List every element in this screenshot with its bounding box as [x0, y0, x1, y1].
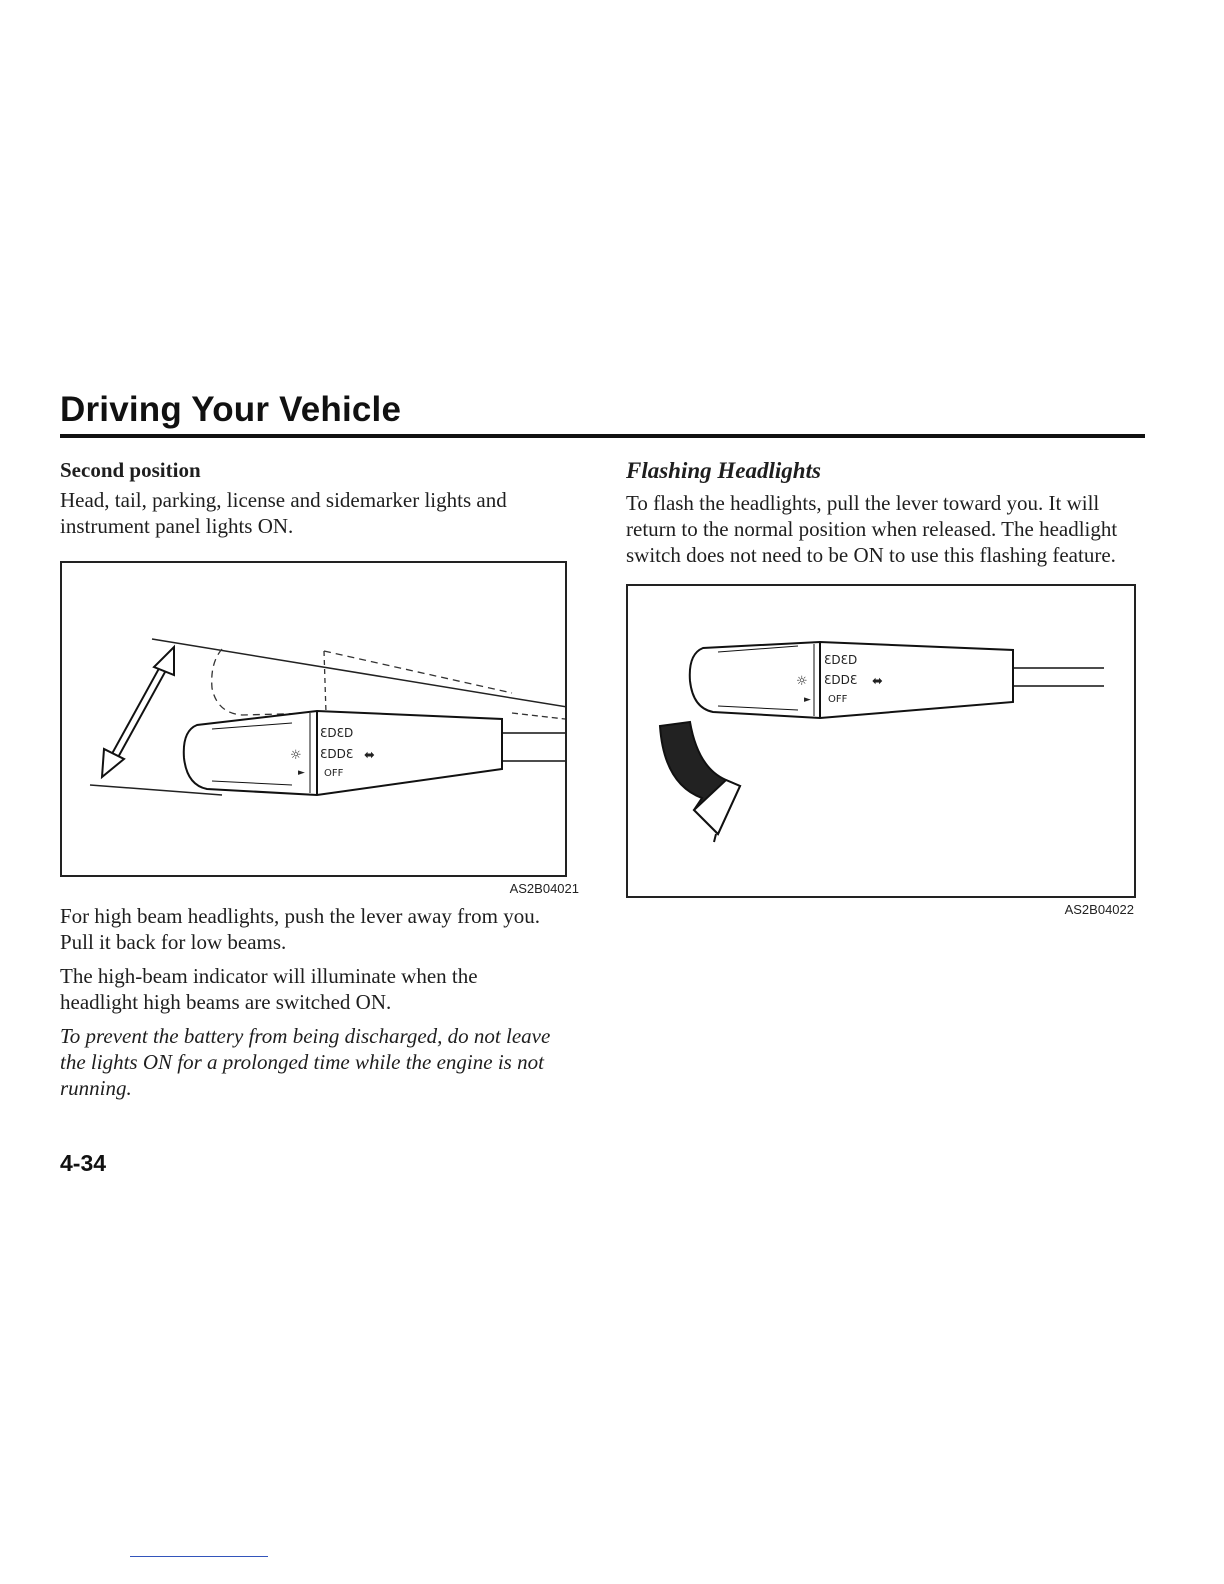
- sun-icon: ☼: [796, 674, 808, 689]
- right-column: [626, 458, 1138, 917]
- lever-push-pull-illustration: [62, 563, 565, 875]
- high-beam-instructions: For high beam headlights, push the lever away from you. Pull it back for low beams.: [60, 904, 540, 954]
- parking-light-symbol: ƐDDƐ: [824, 673, 858, 687]
- headlight-high-symbol: ƐDƐD: [824, 653, 858, 667]
- sun-icon: ☼: [290, 748, 302, 763]
- turn-signal-arrows-icon: ⬌: [364, 748, 375, 763]
- figure-code: AS2B04021: [509, 881, 579, 896]
- high-beam-indicator-text: The high-beam indicator will illuminate when the headlight high beams are switched ON.: [60, 964, 478, 1014]
- lever-pull-illustration: [628, 586, 1134, 896]
- headlight-high-symbol: ƐDƐD: [320, 726, 354, 740]
- high-low-beam-figure: [60, 561, 579, 896]
- turn-signal-arrows-icon: ⬌: [872, 674, 883, 689]
- page-number: 4-34: [60, 1150, 107, 1176]
- title-rule: [60, 434, 1145, 438]
- second-position-text: Head, tail, parking, license and sidemarker lights and instrument panel lights ON.: [60, 488, 507, 538]
- footer-link-line: [130, 1556, 268, 1557]
- push-pull-arrow-icon: [102, 647, 174, 777]
- left-column: [60, 458, 579, 1109]
- battery-note: To prevent the battery from being discharged, do not leave the lights ON for a prolonged time while the engine is not running.: [60, 1024, 551, 1100]
- second-position-heading: Second position: [60, 458, 201, 482]
- off-label: OFF: [324, 768, 344, 779]
- off-label: OFF: [828, 694, 848, 705]
- page-title: Driving Your Vehicle: [60, 390, 402, 429]
- pointer-icon: ►: [298, 768, 305, 778]
- figure-code: AS2B04022: [1064, 902, 1134, 917]
- flashing-headlights-text: To flash the headlights, pull the lever toward you. It will return to the normal position when released. The headlight switch does not need to be ON to use this flashing feature.: [626, 491, 1118, 567]
- flashing-headlights-figure: [626, 584, 1136, 917]
- parking-light-symbol: ƐDDƐ: [320, 747, 354, 761]
- pointer-icon: ►: [804, 695, 811, 705]
- pull-toward-arrow-icon: [660, 722, 740, 842]
- flashing-headlights-heading: Flashing Headlights: [626, 458, 821, 483]
